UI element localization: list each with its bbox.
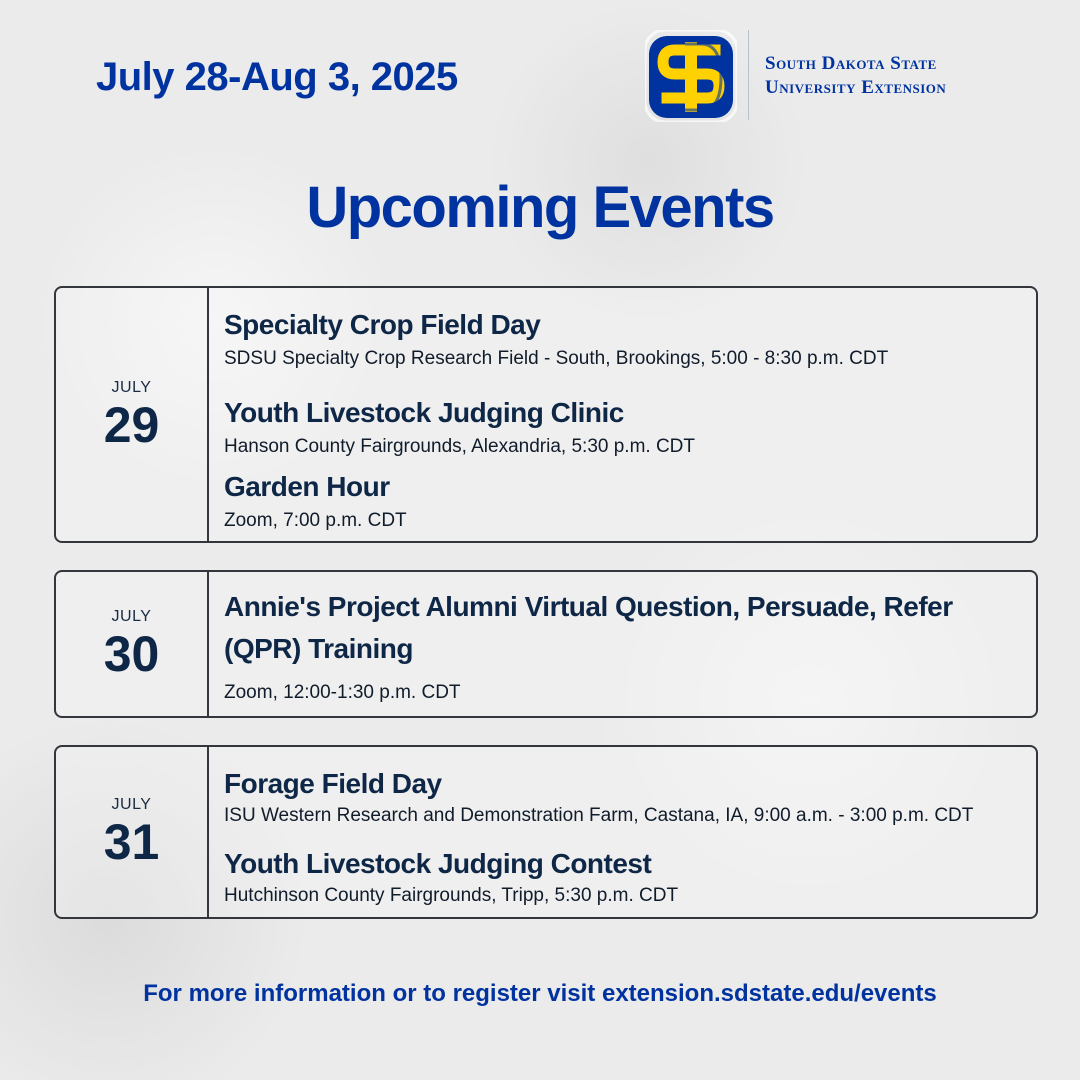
logo-line-1: South Dakota State: [765, 53, 937, 74]
event-item: [224, 466, 1028, 532]
date-month: JULY: [111, 796, 152, 813]
event-item: [224, 392, 1028, 458]
date-day: 30: [103, 626, 160, 682]
event-title: Youth Livestock Judging Clinic: [224, 397, 624, 428]
sdsu-monogram-icon: [645, 30, 737, 122]
event-detail: Hutchinson County Fairgrounds, Tripp, 5:30 p.m. CDT: [224, 885, 679, 906]
date-month: JULY: [111, 608, 152, 625]
date-day: 29: [103, 396, 160, 453]
date-column: [56, 572, 209, 716]
event-detail: Zoom, 7:00 p.m. CDT: [224, 510, 407, 531]
event-detail: ISU Western Research and Demonstration Farm, Castana, IA, 9:00 a.m. - 3:00 p.m. CDT: [224, 805, 974, 826]
date-column: [56, 747, 209, 917]
page-heading: Upcoming Events: [306, 175, 774, 240]
date-range-title: July 28-Aug 3, 2025: [96, 55, 458, 99]
date-column: [56, 288, 209, 541]
event-detail: Zoom, 12:00-1:30 p.m. CDT: [224, 682, 461, 703]
event-item: [224, 843, 1028, 907]
sdsu-extension-logo: [645, 28, 1035, 124]
event-day-card: [54, 570, 1038, 718]
date-day: 31: [103, 814, 160, 870]
event-day-card: [54, 745, 1038, 919]
event-item: [224, 304, 1028, 370]
logo-wordmark: [765, 52, 946, 100]
logo-divider: [748, 30, 749, 120]
event-title: Specialty Crop Field Day: [224, 309, 541, 340]
date-month: JULY: [111, 378, 152, 396]
logo-line-2: University Extension: [765, 77, 947, 98]
event-item: [224, 763, 1028, 827]
event-detail: Hanson County Fairgrounds, Alexandria, 5:30 p.m. CDT: [224, 436, 696, 457]
event-detail: SDSU Specialty Crop Research Field - South, Brookings, 5:00 - 8:30 p.m. CDT: [224, 348, 889, 369]
event-day-card: [54, 286, 1038, 543]
event-item: [224, 586, 1028, 704]
event-title-line-1: Annie's Project Alumni Virtual Question, Persuade, Refer: [224, 591, 953, 622]
event-title-line-2: (QPR) Training: [224, 633, 413, 664]
event-title: Garden Hour: [224, 471, 390, 502]
footer-registration-text: For more information or to register visit extension.sdstate.edu/events: [143, 980, 937, 1007]
event-title: Forage Field Day: [224, 768, 442, 799]
event-title: Youth Livestock Judging Contest: [224, 848, 652, 879]
